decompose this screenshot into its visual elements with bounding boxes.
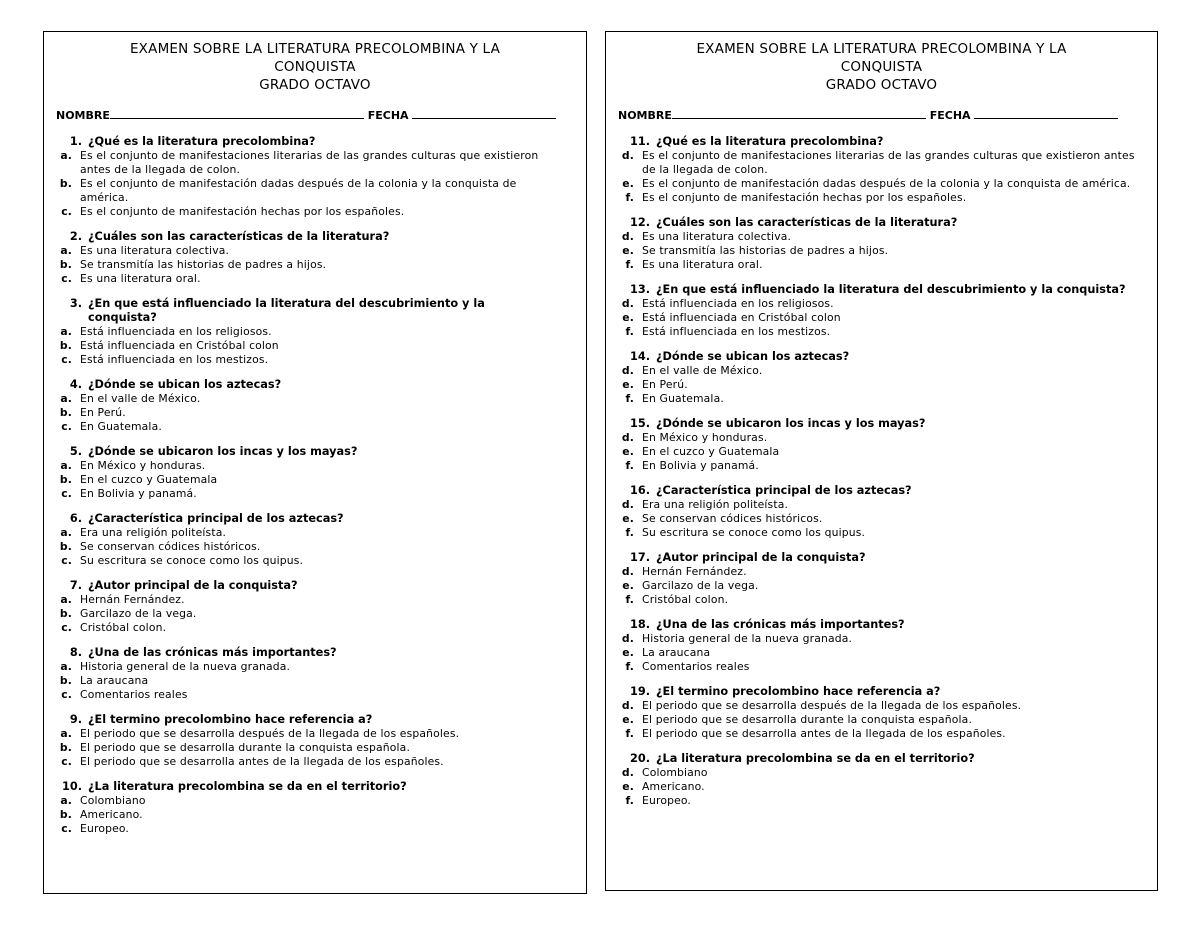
- option-letter: a.: [60, 526, 72, 539]
- answer-option[interactable]: [56, 177, 586, 205]
- question-item: [606, 135, 1157, 205]
- option-text: Hernán Fernández.: [80, 593, 185, 606]
- exam-title: [606, 40, 1157, 94]
- option-text: Está influenciada en los mestizos.: [642, 325, 831, 338]
- question-heading: [62, 135, 586, 149]
- answer-option[interactable]: [618, 579, 1157, 593]
- question-heading: [62, 297, 586, 325]
- answer-option[interactable]: [618, 244, 1157, 258]
- question-item: [44, 579, 586, 635]
- option-letter: d.: [621, 565, 634, 578]
- answer-option[interactable]: [618, 230, 1157, 244]
- answer-option[interactable]: [56, 459, 586, 473]
- question-text: ¿Cuáles son las características de la literatura?: [88, 230, 390, 243]
- option-text: El periodo que se desarrolla durante la conquista española.: [80, 741, 411, 754]
- option-text: Era una religión politeísta.: [642, 498, 789, 511]
- answer-option[interactable]: [618, 713, 1157, 727]
- option-letter: d.: [621, 766, 634, 779]
- question-text: ¿Dónde se ubicaron los incas y los mayas?: [88, 445, 358, 458]
- question-number: 14.: [629, 350, 650, 363]
- question-text: ¿Dónde se ubican los aztecas?: [88, 378, 282, 391]
- question-heading: [62, 646, 586, 660]
- option-text: En Perú.: [80, 406, 126, 419]
- question-item: [44, 780, 586, 836]
- question-number: 2.: [69, 230, 82, 243]
- question-text: ¿Qué es la literatura precolombina?: [88, 135, 316, 148]
- answer-option[interactable]: [618, 191, 1157, 205]
- option-text: Europeo.: [642, 794, 692, 807]
- option-text: Americano.: [80, 808, 143, 821]
- answer-option[interactable]: [56, 205, 586, 219]
- option-text: El periodo que se desarrolla durante la conquista española.: [642, 713, 973, 726]
- option-letter: e.: [622, 780, 634, 793]
- option-text: Colombiano: [642, 766, 708, 779]
- fecha-blank[interactable]: [412, 108, 556, 119]
- option-letter: e.: [622, 311, 634, 324]
- option-letter: f.: [625, 258, 634, 271]
- answer-option[interactable]: [56, 755, 586, 769]
- answer-option[interactable]: [56, 688, 586, 702]
- nombre-blank[interactable]: [110, 108, 364, 119]
- question-heading: [624, 685, 1157, 699]
- question-item: [606, 618, 1157, 674]
- question-item: [44, 230, 586, 286]
- question-text: ¿Característica principal de los aztecas?: [88, 512, 344, 525]
- answer-option[interactable]: [56, 406, 586, 420]
- title-line: GRADO OCTAVO: [825, 77, 938, 93]
- option-letter: e.: [622, 177, 634, 190]
- option-text: En Guatemala.: [80, 420, 162, 433]
- answer-option[interactable]: [618, 149, 1157, 177]
- option-letter: c.: [61, 621, 72, 634]
- question-number: 5.: [69, 445, 82, 458]
- name-date-line: [56, 108, 586, 122]
- answer-option[interactable]: [56, 258, 586, 272]
- question-text: ¿Una de las crónicas más importantes?: [656, 618, 905, 631]
- answer-option[interactable]: [56, 339, 586, 353]
- answer-option[interactable]: [618, 766, 1157, 780]
- option-letter: f.: [625, 660, 634, 673]
- question-number: 3.: [69, 297, 82, 310]
- answer-option[interactable]: [618, 632, 1157, 646]
- answer-option[interactable]: [618, 699, 1157, 713]
- option-letter: e.: [622, 378, 634, 391]
- option-text: Es una literatura colectiva.: [80, 244, 230, 257]
- question-heading: [62, 445, 586, 459]
- option-text: Cristóbal colon.: [80, 621, 167, 634]
- nombre-label: NOMBRE: [618, 109, 672, 122]
- option-letter: f.: [625, 392, 634, 405]
- answer-option[interactable]: [56, 554, 586, 568]
- answer-option[interactable]: [56, 473, 586, 487]
- option-letter: d.: [621, 364, 634, 377]
- option-letter: d.: [621, 431, 634, 444]
- title-line: CONQUISTA: [274, 59, 356, 75]
- option-text: El periodo que se desarrolla antes de la llegada de los españoles.: [80, 755, 444, 768]
- option-text: El periodo que se desarrolla antes de la llegada de los españoles.: [642, 727, 1006, 740]
- question-number: 6.: [69, 512, 82, 525]
- question-item: [44, 512, 586, 568]
- question-heading: [62, 579, 586, 593]
- option-text: En el cuzco y Guatemala: [80, 473, 218, 486]
- question-number: 7.: [69, 579, 82, 592]
- question-item: [606, 417, 1157, 473]
- option-letter: c.: [61, 755, 72, 768]
- answer-option[interactable]: [618, 727, 1157, 741]
- question-number: 17.: [629, 551, 650, 564]
- question-heading: [624, 484, 1157, 498]
- option-text: La araucana: [642, 646, 711, 659]
- option-letter: f.: [625, 794, 634, 807]
- option-text: Es el conjunto de manifestaciones literarias de las grandes culturas que existieron antes de la llegada de colon.: [80, 149, 539, 176]
- answer-option[interactable]: [618, 565, 1157, 579]
- answer-option[interactable]: [618, 498, 1157, 512]
- answer-option[interactable]: [618, 593, 1157, 607]
- question-number: 13.: [629, 283, 650, 296]
- answer-option[interactable]: [618, 660, 1157, 674]
- option-letter: c.: [61, 822, 72, 835]
- question-text: ¿Característica principal de los aztecas?: [656, 484, 912, 497]
- option-text: Historia general de la nueva granada.: [80, 660, 291, 673]
- option-text: La araucana: [80, 674, 149, 687]
- question-heading: [624, 283, 1157, 297]
- option-text: Está influenciada en los mestizos.: [80, 353, 269, 366]
- answer-option[interactable]: [56, 808, 586, 822]
- question-number: 12.: [629, 216, 650, 229]
- answer-option[interactable]: [56, 741, 586, 755]
- option-letter: e.: [622, 445, 634, 458]
- question-item: [606, 283, 1157, 339]
- option-letter: f.: [625, 325, 634, 338]
- answer-option[interactable]: [618, 512, 1157, 526]
- question-item: [44, 378, 586, 434]
- option-letter: a.: [60, 149, 72, 162]
- answer-option[interactable]: [56, 822, 586, 836]
- option-letter: b.: [59, 808, 72, 821]
- option-letter: a.: [60, 727, 72, 740]
- question-text: ¿La literatura precolombina se da en el territorio?: [656, 752, 975, 765]
- option-text: Es una literatura oral.: [642, 258, 763, 271]
- title-line: EXAMEN SOBRE LA LITERATURA PRECOLOMBINA Y LA: [696, 41, 1067, 57]
- answer-option[interactable]: [56, 244, 586, 258]
- option-text: En el valle de México.: [80, 392, 201, 405]
- question-number: 8.: [69, 646, 82, 659]
- answer-option[interactable]: [618, 392, 1157, 406]
- option-text: Cristóbal colon.: [642, 593, 729, 606]
- answer-option[interactable]: [618, 526, 1157, 540]
- question-heading: [624, 551, 1157, 565]
- option-letter: b.: [59, 177, 72, 190]
- option-letter: e.: [622, 512, 634, 525]
- question-number: 18.: [629, 618, 650, 631]
- question-number: 4.: [69, 378, 82, 391]
- option-letter: a.: [60, 459, 72, 472]
- question-number: 19.: [629, 685, 650, 698]
- option-text: Hernán Fernández.: [642, 565, 747, 578]
- answer-option[interactable]: [56, 353, 586, 367]
- option-letter: d.: [621, 498, 634, 511]
- nombre-label: NOMBRE: [56, 109, 110, 122]
- question-item: [44, 713, 586, 769]
- option-text: Se conservan códices históricos.: [642, 512, 823, 525]
- question-item: [606, 752, 1157, 808]
- answer-option[interactable]: [56, 621, 586, 635]
- answer-option[interactable]: [618, 445, 1157, 459]
- option-text: Su escritura se conoce como los quipus.: [80, 554, 304, 567]
- option-letter: c.: [61, 688, 72, 701]
- option-letter: d.: [621, 699, 634, 712]
- question-item: [606, 685, 1157, 741]
- option-text: Se conservan códices históricos.: [80, 540, 261, 553]
- title-line: CONQUISTA: [840, 59, 923, 75]
- option-letter: c.: [61, 353, 72, 366]
- answer-option[interactable]: [56, 526, 586, 540]
- fecha-label: FECHA: [929, 109, 971, 122]
- option-letter: a.: [60, 593, 72, 606]
- answer-option[interactable]: [618, 780, 1157, 794]
- answer-option[interactable]: [618, 378, 1157, 392]
- answer-option[interactable]: [56, 149, 586, 177]
- answer-option[interactable]: [618, 325, 1157, 339]
- option-text: Es una literatura colectiva.: [642, 230, 792, 243]
- answer-option[interactable]: [56, 392, 586, 406]
- option-text: Garcilazo de la vega.: [80, 607, 197, 620]
- option-letter: f.: [625, 526, 634, 539]
- exam-sheet-left: [43, 31, 587, 894]
- option-letter: b.: [59, 339, 72, 352]
- exam-title: [44, 40, 586, 94]
- answer-option[interactable]: [618, 646, 1157, 660]
- option-letter: b.: [59, 540, 72, 553]
- option-letter: b.: [59, 473, 72, 486]
- option-letter: a.: [60, 392, 72, 405]
- answer-option[interactable]: [618, 459, 1157, 473]
- option-text: En Bolivia y panamá.: [642, 459, 759, 472]
- option-letter: f.: [625, 593, 634, 606]
- option-letter: b.: [59, 741, 72, 754]
- question-number: 10.: [62, 780, 83, 793]
- option-letter: e.: [622, 579, 634, 592]
- option-text: En México y honduras.: [80, 459, 206, 472]
- question-text: ¿La literatura precolombina se da en el territorio?: [88, 780, 407, 793]
- option-text: En Guatemala.: [642, 392, 724, 405]
- question-item: [606, 551, 1157, 607]
- answer-option[interactable]: [618, 297, 1157, 311]
- question-item: [44, 135, 586, 219]
- question-text: ¿Cuáles son las características de la literatura?: [656, 216, 958, 229]
- question-text: ¿Una de las crónicas más importantes?: [88, 646, 337, 659]
- question-heading: [624, 618, 1157, 632]
- question-text: ¿En que está influenciado la literatura del descubrimiento y la conquista?: [656, 283, 1126, 296]
- option-letter: c.: [61, 205, 72, 218]
- option-text: Historia general de la nueva granada.: [642, 632, 853, 645]
- question-item: [44, 445, 586, 501]
- option-letter: c.: [61, 554, 72, 567]
- option-text: En el valle de México.: [642, 364, 763, 377]
- question-text: ¿El termino precolombino hace referencia a?: [656, 685, 941, 698]
- option-text: Comentarios reales: [80, 688, 188, 701]
- option-letter: d.: [621, 149, 634, 162]
- question-item: [606, 216, 1157, 272]
- option-text: Es el conjunto de manifestación dadas después de la colonia y la conquista de américa.: [642, 177, 1131, 190]
- answer-option[interactable]: [56, 674, 586, 688]
- option-letter: b.: [59, 674, 72, 687]
- question-item: [44, 297, 586, 367]
- question-item: [44, 646, 586, 702]
- option-letter: d.: [621, 230, 634, 243]
- question-heading: [624, 216, 1157, 230]
- option-text: Está influenciada en Cristóbal colon: [642, 311, 841, 324]
- option-text: Garcilazo de la vega.: [642, 579, 759, 592]
- option-text: Comentarios reales: [642, 660, 750, 673]
- answer-option[interactable]: [56, 727, 586, 741]
- question-heading: [62, 780, 586, 794]
- question-number: 20.: [629, 752, 650, 765]
- question-item: [606, 484, 1157, 540]
- option-letter: c.: [61, 272, 72, 285]
- option-letter: e.: [622, 244, 634, 257]
- nombre-blank[interactable]: [672, 108, 926, 119]
- option-text: Está influenciada en los religiosos.: [80, 325, 272, 338]
- option-text: En México y honduras.: [642, 431, 768, 444]
- option-text: Es el conjunto de manifestación hechas por los españoles.: [642, 191, 967, 204]
- question-list: [606, 135, 1157, 808]
- option-text: Colombiano: [80, 794, 146, 807]
- option-text: Es el conjunto de manifestaciones literarias de las grandes culturas que existieron antes de la llegada de colon.: [642, 149, 1135, 176]
- answer-option[interactable]: [56, 487, 586, 501]
- option-letter: b.: [59, 406, 72, 419]
- option-text: Está influenciada en los religiosos.: [642, 297, 834, 310]
- answer-option[interactable]: [618, 177, 1157, 191]
- option-text: Se transmitía las historias de padres a hijos.: [80, 258, 327, 271]
- option-letter: a.: [60, 660, 72, 673]
- answer-option[interactable]: [618, 794, 1157, 808]
- answer-option[interactable]: [56, 272, 586, 286]
- question-number: 9.: [69, 713, 82, 726]
- option-letter: a.: [60, 794, 72, 807]
- question-heading: [62, 512, 586, 526]
- question-list: [44, 135, 586, 836]
- answer-option[interactable]: [56, 607, 586, 621]
- question-text: ¿Qué es la literatura precolombina?: [656, 135, 884, 148]
- option-text: Era una religión politeísta.: [80, 526, 227, 539]
- question-text: ¿El termino precolombino hace referencia a?: [88, 713, 373, 726]
- answer-option[interactable]: [618, 311, 1157, 325]
- option-letter: a.: [60, 244, 72, 257]
- option-letter: b.: [59, 607, 72, 620]
- option-text: El periodo que se desarrolla después de la llegada de los españoles.: [80, 727, 460, 740]
- option-letter: e.: [622, 713, 634, 726]
- question-heading: [624, 752, 1157, 766]
- answer-option[interactable]: [56, 593, 586, 607]
- title-line: EXAMEN SOBRE LA LITERATURA PRECOLOMBINA Y LA: [129, 41, 501, 57]
- question-text: ¿Autor principal de la conquista?: [88, 579, 298, 592]
- option-text: Europeo.: [80, 822, 130, 835]
- option-text: En el cuzco y Guatemala: [642, 445, 780, 458]
- option-letter: a.: [60, 325, 72, 338]
- answer-option[interactable]: [56, 420, 586, 434]
- option-text: En Bolivia y panamá.: [80, 487, 197, 500]
- option-letter: c.: [61, 420, 72, 433]
- option-text: En Perú.: [642, 378, 688, 391]
- option-text: Es una literatura oral.: [80, 272, 201, 285]
- option-text: Está influenciada en Cristóbal colon: [80, 339, 279, 352]
- question-heading: [624, 417, 1157, 431]
- question-heading: [624, 350, 1157, 364]
- answer-option[interactable]: [618, 431, 1157, 445]
- question-heading: [624, 135, 1157, 149]
- option-letter: f.: [625, 191, 634, 204]
- title-line: GRADO OCTAVO: [259, 77, 371, 93]
- option-letter: d.: [621, 297, 634, 310]
- option-text: Es el conjunto de manifestación dadas después de la colonia y la conquista de américa.: [80, 177, 517, 204]
- answer-option[interactable]: [56, 540, 586, 554]
- option-letter: e.: [622, 646, 634, 659]
- question-heading: [62, 230, 586, 244]
- name-date-line: [618, 108, 1157, 122]
- option-letter: b.: [59, 258, 72, 271]
- question-text: ¿Autor principal de la conquista?: [656, 551, 866, 564]
- answer-option[interactable]: [56, 794, 586, 808]
- question-item: [606, 350, 1157, 406]
- question-heading: [62, 713, 586, 727]
- question-number: 1.: [69, 135, 82, 148]
- option-letter: f.: [625, 459, 634, 472]
- question-number: 15.: [629, 417, 650, 430]
- answer-option[interactable]: [56, 660, 586, 674]
- option-letter: f.: [625, 727, 634, 740]
- question-number: 11.: [629, 135, 650, 148]
- question-text: ¿Dónde se ubican los aztecas?: [656, 350, 850, 363]
- option-letter: c.: [61, 487, 72, 500]
- fecha-label: FECHA: [367, 109, 409, 122]
- option-text: Se transmitía las historias de padres a hijos.: [642, 244, 889, 257]
- question-number: 16.: [629, 484, 650, 497]
- answer-option[interactable]: [618, 364, 1157, 378]
- option-text: Es el conjunto de manifestación hechas por los españoles.: [80, 205, 405, 218]
- question-heading: [62, 378, 586, 392]
- option-text: El periodo que se desarrolla después de la llegada de los españoles.: [642, 699, 1022, 712]
- answer-option[interactable]: [56, 325, 586, 339]
- option-text: Americano.: [642, 780, 705, 793]
- option-letter: d.: [621, 632, 634, 645]
- exam-sheet-right: [605, 31, 1158, 891]
- answer-option[interactable]: [618, 258, 1157, 272]
- option-text: Su escritura se conoce como los quipus.: [642, 526, 866, 539]
- question-text: ¿En que está influenciado la literatura del descubrimiento y la conquista?: [88, 297, 485, 324]
- fecha-blank[interactable]: [974, 108, 1118, 119]
- question-text: ¿Dónde se ubicaron los incas y los mayas?: [656, 417, 926, 430]
